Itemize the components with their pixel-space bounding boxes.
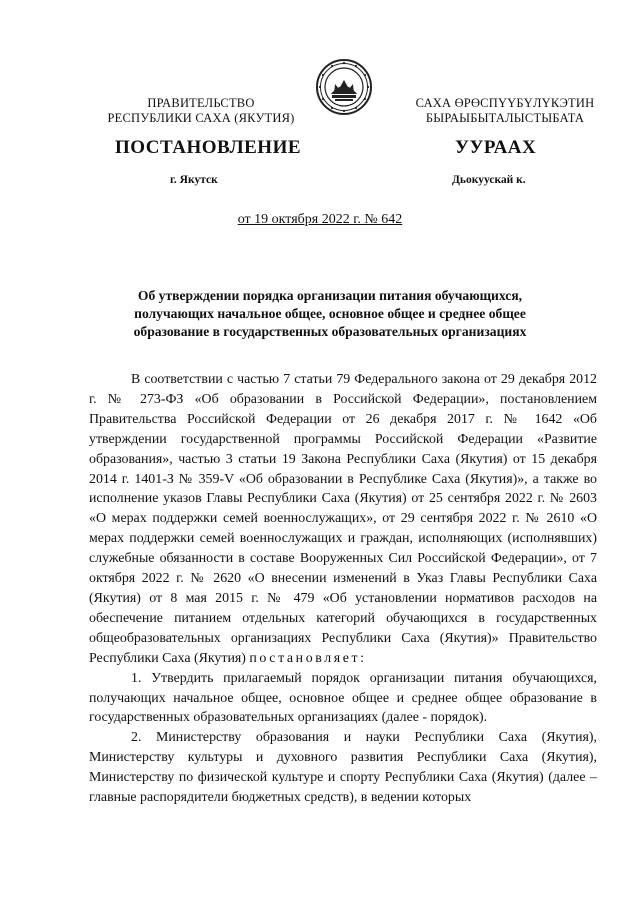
header-right-line1: САХА ӨРӨСПҮҮБҮЛҮКЭТИН bbox=[415, 96, 595, 110]
coat-of-arms-icon bbox=[315, 58, 373, 116]
document-body bbox=[89, 370, 597, 808]
date-number: от 19 октября 2022 г. № 642 bbox=[237, 212, 403, 227]
paragraph-item-1: 1. Утвердить прилагаемый порядок организации питания обучающихся, получающих начальное общее, основное общее и среднее общее образование в государственных образовательных организациях (далее - порядок). bbox=[89, 670, 597, 726]
header-left-line2: РЕСПУБЛИКИ САХА (ЯКУТИЯ) bbox=[107, 111, 295, 125]
resolves-word: постановляет: bbox=[249, 650, 367, 666]
government-header-ru bbox=[96, 96, 306, 126]
header-left-line1: ПРАВИТЕЛЬСТВО bbox=[147, 96, 255, 110]
city-ru: г. Якутск bbox=[170, 174, 218, 186]
city-sakha: Дьокуускай к. bbox=[452, 174, 526, 186]
paragraph-preamble bbox=[89, 370, 597, 669]
preamble-text: В соответствии с частью 7 статьи 79 Федерального закона от 29 декабря 2012 г. № 273-ФЗ «Об образовании в Российской Федерации», постановлением Правительства Российской Федерации от 26 декабря 2017 г. № 1642 «Об утверждении государственной программы Российской Федерации «Развитие образования», частью 3 статьи 19 Закона Республики Саха (Якутия) от 15 декабря 2014 г. 1401-З № 359-V «Об образовании в Республике Саха (Якутия)», а также во исполнение указов Главы Республики Саха (Якутия) от 25 сентября 2022 г. № 2603 «О мерах поддержки семей военнослужащих», от 29 сентября 2022 г. № 2610 «О мерах поддержки семей военнослужащих и граждан, исполняющих (исполнявших) служебные обязанности в составе Вооруженных Сил Российской Федерации», от 7 октября 2022 г. № 2620 «О внесении изменений в Указ Главы Республики Саха (Якутия) от 8 мая 2015 г. № 479 «Об установлении нормативов расходов на обеспечение питанием отдельных категорий обучающихся в государственных общеобразовательных организациях Республики Саха (Якутия)» Правительство Республики Саха (Якутия) bbox=[89, 372, 597, 666]
government-header-sakha bbox=[380, 96, 630, 126]
header-right-line2: БЫРАЫБЫТАЛЫСТЫБАТА bbox=[425, 111, 585, 125]
paragraph-item-2: 2. Министерству образования и науки Республики Саха (Якутия), Министерству культуры и духовного развития Республики Саха (Якутия), Министерству по физической культуре и спорту Республики Саха (Якутия) (далее – главные распорядители бюджетных средств), в ведении которых bbox=[89, 730, 597, 806]
date-number-line bbox=[0, 212, 640, 228]
document-heading: Об утверждении порядка организации питания обучающихся, получающих начальное общее, основное общее и среднее общее образование в государственных образовательных организациях bbox=[133, 288, 527, 339]
doc-type-ru: ПОСТАНОВЛЕНИЕ bbox=[115, 137, 302, 158]
doc-type-sakha: УУРААХ bbox=[455, 137, 537, 158]
